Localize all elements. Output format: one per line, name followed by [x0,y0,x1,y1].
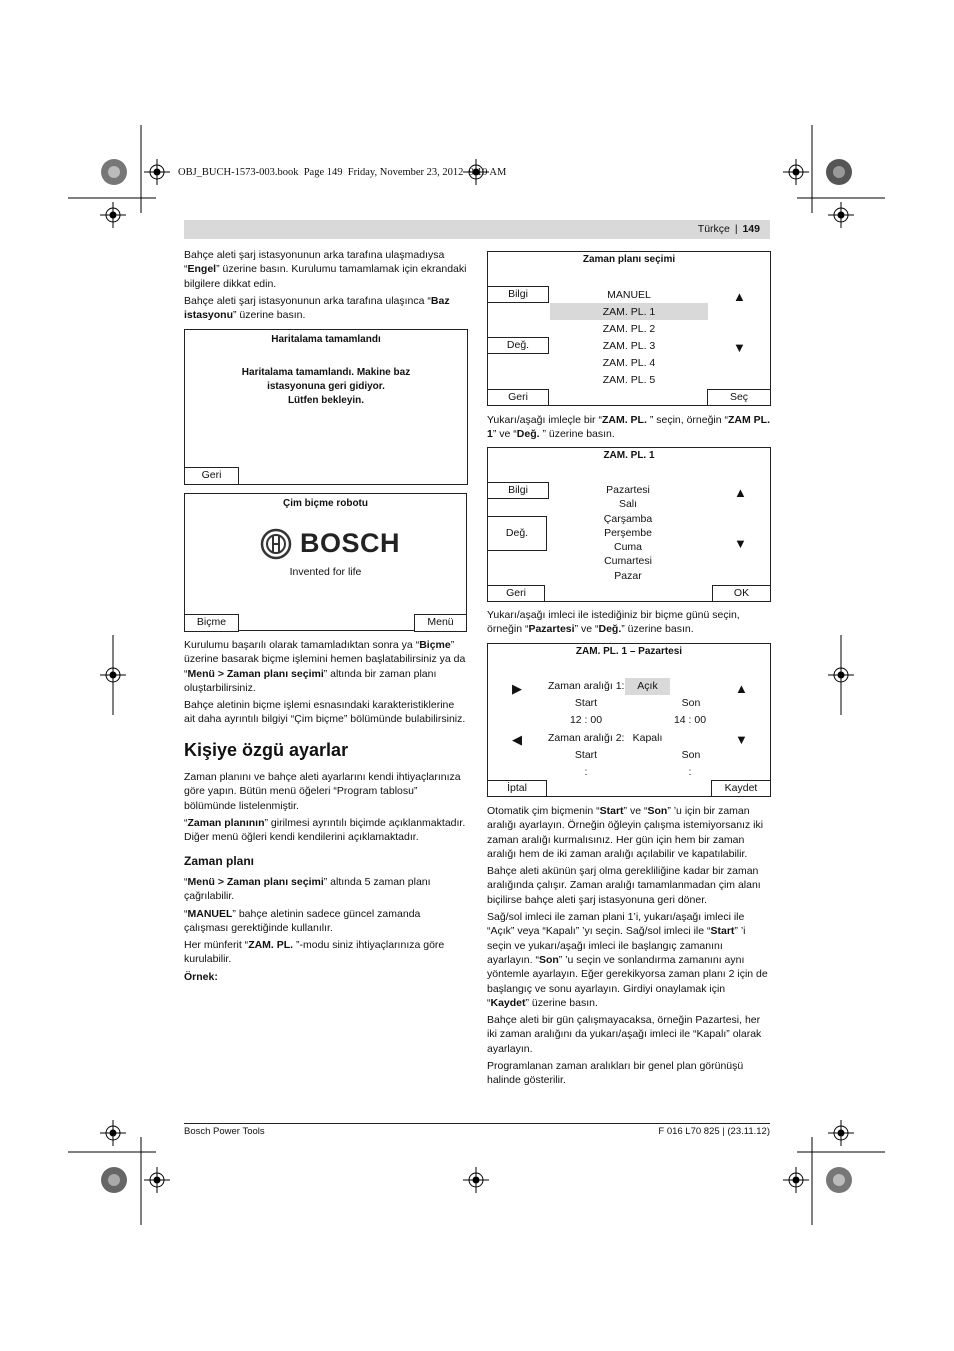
paragraph: “Zaman planının” girilmesi ayrıntılı biçimde açıklanmaktadır. Diğer menü öğleri kendi kendilerini açıklamaktadır. [184,816,466,844]
right-body-2 [487,608,770,640]
screen-time-ranges [487,643,771,797]
down-arrow-icon[interactable]: ▼ [734,536,747,551]
up-arrow-icon[interactable]: ▲ [735,681,748,696]
change-button[interactable]: Değ. [487,337,549,354]
end-label: Son [681,697,701,709]
day-list-item[interactable]: Perşembe [604,526,652,539]
footer-rule [184,1123,770,1124]
paragraph: Otomatik çim biçmenin “Start” ve “Son” ’u için bir zaman aralığı ayarlayın. Örneğin öğleyin çalışma istemiyorsanız iki zaman aralığı kurmalısınız. Her gün için hem bir zaman aralığı hem de iki zaman aralığı açılabilir ve kapatılabilir. [487,805,764,860]
select-button[interactable]: Seç [707,389,771,406]
paragraph: Sağ/sol imleci ile zaman plani 1’i, yukarı/aşağı imleci ile “Açık” veya “Kapalı” ’yı seçin. Sağ/sol imleci ile “Start” ’i seçin ve yukarı/aşağı imleci ile başlangıç zamanını ayarlayın. “Son” ’u seçin ve sonlandırma zamanını aynı yöntemle ayarlayın. Eğer gerekikyorsa zaman planı 2 için de başlangıç ve sonu ayarlayın. Girdiyi onaylamak için “Kaydet” üzerine basın. [487,911,768,1009]
down-arrow-icon[interactable]: ▼ [735,732,748,747]
left-arrow-icon[interactable]: ◀ [512,732,522,747]
paragraph: Bahçe aleti şarj istasyonunun arka tarafına ulaşmadıysa “Engel” üzerine basın. Kurulumu tamamlamak için ekrandaki bilgilere dikkat edin. [184,249,467,290]
page-header [184,220,770,239]
schedule-list-item[interactable]: ZAM. PL. 3 [602,340,656,352]
right-arrow-icon[interactable]: ▶ [512,681,522,696]
day-list-item[interactable]: Pazartesi [606,484,650,496]
day-list [568,483,688,583]
header-language: Türkçe [697,223,730,235]
paragraph: Yukarı/aşağı imleçle bir “ZAM. PL. ” seçin, örneğin “ZAM PL. 1” ve “Değ. ” üzerine basın. [487,414,771,441]
left-body-2 [184,770,467,847]
screen-message-line: Haritalama tamamlandı. Makine baz [241,367,411,378]
back-button[interactable]: Geri [487,389,549,406]
paragraph: Programlanan zaman aralıkları bir genel plan görünüşü halinde gösterilir. [487,1060,744,1087]
paragraph: Bahçe aleti akünün şarj olma gerekliliğine kadar bir zaman aralığında çalışır. Zaman aralığı tamamlanmadan çim alanı biçilirse bahçe aleti şarj istasyonuna geri döner. [487,865,761,906]
bosch-logo: BOSCH [300,528,401,558]
range2-label: Zaman aralığı 2: [548,732,625,744]
paragraph: “Menü > Zaman planı seçimi” altında 5 zaman planı çağrılabilir. [184,876,431,903]
paragraph: Her münferit “ZAM. PL. ”-modu siniz ihtiyaçlarınıza göre kurulabilir. [184,939,445,966]
end-label: Son [681,749,701,761]
screen-schedule-select [487,251,771,406]
info-button[interactable]: Bilgi [487,286,549,303]
menu-button[interactable]: Menü [414,614,467,632]
subsection-heading: Zaman planı [184,854,255,868]
day-list-item[interactable]: Cuma [613,541,642,554]
change-button[interactable]: Değ. [487,516,547,551]
left-body-1 [184,638,467,730]
range1-label: Zaman aralığı 1: [548,680,625,692]
info-button[interactable]: Bilgi [487,482,549,499]
right-body-1 [487,413,770,445]
day-list-item[interactable]: Pazar [614,569,642,582]
paragraph: Bahçe aleti bir gün çalışmayacaksa, örneğin Pazartesi, her iki zaman aralığını da yukarı/aşağı imleci ile “Kapalı” olarak ayarlayın. [487,1014,762,1055]
range2-value[interactable]: Kapalı [632,732,663,744]
schedule-list-item[interactable]: ZAM. PL. 2 [602,323,656,335]
back-button[interactable]: Geri [487,585,545,602]
paragraph: Kurulumu başarılı olarak tamamladıktan sonra ya “Biçme” üzerine basarak biçme işlemini hemen başlatabilirsiniz ya da “Menü > Zaman planı seçimi” altında bir zaman planı oluştarbilirsiniz. [184,639,466,694]
up-arrow-icon[interactable]: ▲ [734,485,747,500]
right-body-3 [487,804,770,1091]
bosch-armature-icon [260,528,292,560]
screen-message-line: Lütfen bekleyin. [287,395,365,406]
schedule-list-item[interactable]: MANUEL [607,289,651,301]
range1-value[interactable]: Açık [625,678,670,695]
screen-title: Zaman planı seçimi [582,254,676,265]
paragraph: Yukarı/aşağı imleci ile istediğiniz bir biçme günü seçin, örneğin “Pazartesi” ve “Değ.” üzerine basın. [487,609,740,636]
day-list-item[interactable]: Salı [618,498,638,511]
end-time[interactable]: : [688,766,692,778]
screen-mapping-complete [184,329,468,485]
paragraph: Örnek: [184,970,218,983]
start-label: Start [574,749,598,761]
page-number-area: Türkçe | 149 [697,223,760,235]
section-heading: Kişiye özgü ayarlar [184,740,349,760]
start-time[interactable]: 12 : 00 [569,714,603,726]
footer-left: Bosch Power Tools [184,1126,265,1137]
day-list-item[interactable]: Cumartesi [604,555,652,568]
paragraph: Zaman planını ve bahçe aleti ayarlarını kendi ihtiyaçlarınıza göre yapın. Bütün menü öğeleri “Program tablosu” bölümünde listelenmiştir. [184,771,461,812]
cancel-button[interactable]: İptal [487,780,547,797]
schedule-list [550,287,708,389]
paragraph: Bahçe aleti şarj istasyonunun arka tarafına ulaşınca “Baz istasyonu” üzerine basın. [184,294,450,322]
screen-title: Çim biçme robotu [282,498,368,509]
back-button[interactable]: Geri [184,467,239,485]
ok-button[interactable]: OK [712,585,771,602]
start-time[interactable]: : [584,766,588,778]
paragraph: “MANUEL” bahçe aletinin sadece güncel zamanda çalışması gerektiğinde kullanılır. [184,907,421,934]
up-arrow-icon[interactable]: ▲ [733,289,746,304]
paragraph: Bahçe aletinin biçme işlemi esnasındaki karakteristiklerine ait daha ayrıntılı bilgiyi “Çim biçme” bölümünde bulabilirsiniz. [184,699,466,726]
down-arrow-icon[interactable]: ▼ [733,340,746,355]
screen-schedule-days [487,447,771,602]
start-label: Start [574,697,598,709]
day-list-item[interactable]: Çarşamba [603,512,653,525]
screen-message-line: istasyonuna geri gidiyor. [267,381,385,392]
save-button[interactable]: Kaydet [711,780,771,797]
mow-button[interactable]: Biçme [184,614,239,632]
footer-right: F 016 L70 825 | (23.11.12) [658,1126,770,1137]
end-time[interactable]: 14 : 00 [673,714,707,726]
schedule-list-item[interactable]: ZAM. PL. 4 [602,357,656,369]
header-page-number: 149 [742,223,760,235]
left-body-3 [184,875,467,987]
tagline: Invented for life [289,566,362,578]
file-meta: OBJ_BUCH-1573-003.book Page 149 Friday, November 23, 2012 9:10 AM [178,167,507,178]
left-intro [184,248,467,325]
schedule-list-item[interactable]: ZAM. PL. 1 [602,306,656,318]
screen-title: ZAM. PL. 1 [603,450,655,461]
screen-robot-home [184,493,467,631]
schedule-list-item[interactable]: ZAM. PL. 5 [602,374,656,386]
screen-title: ZAM. PL. 1 – Pazartesi [575,646,683,657]
screen-title: Haritalama tamamlandı [271,334,381,345]
